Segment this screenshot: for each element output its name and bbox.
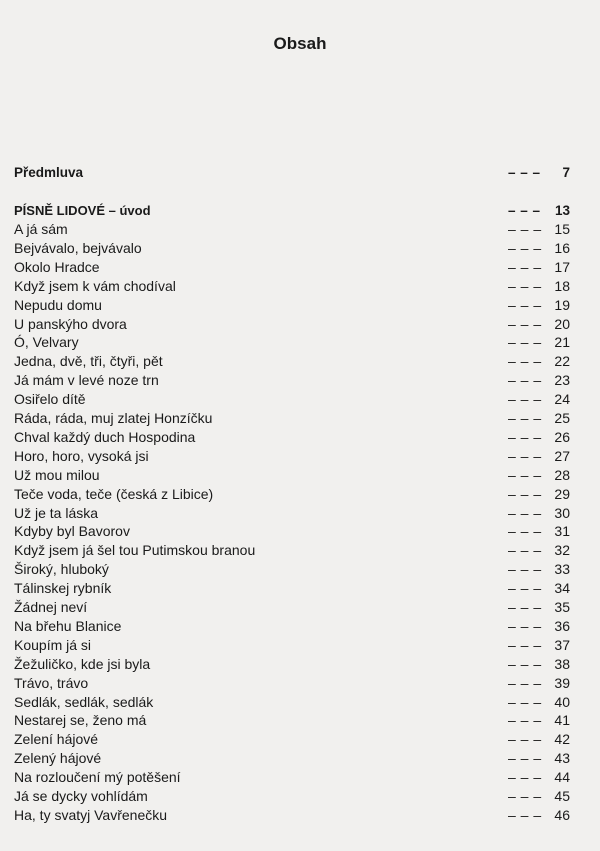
toc-entry-page: 37 [554, 636, 570, 653]
toc-entry-dashes: – – – [508, 277, 542, 294]
toc-entry-dashes: – – – [508, 806, 542, 823]
toc-entry-label: Já se dycky vohlídám [14, 788, 148, 804]
toc-entry-page: 42 [554, 731, 570, 748]
toc-entry-page: 23 [554, 372, 570, 389]
toc-entry [14, 371, 570, 390]
toc-entry [14, 711, 570, 730]
toc-entry-label: Na břehu Blanice [14, 617, 122, 634]
toc-entry-label: Ó, Velvary [14, 334, 79, 351]
toc-entry-dashes: – – – [508, 258, 542, 275]
toc-entry-dashes: – – – [508, 712, 542, 729]
toc-entry [14, 352, 570, 371]
toc-entry-page: 30 [554, 504, 570, 521]
toc-entry [14, 390, 570, 409]
toc-entry-dashes: – – – [508, 334, 542, 351]
toc-entry-label: Kdyby byl Bavorov [14, 523, 130, 540]
toc-entry [14, 749, 570, 768]
toc-entry-label: Ha, ty svatyj Vavřenečku [14, 806, 168, 823]
page-title: Obsah [273, 34, 327, 53]
toc-entry-page: 39 [554, 674, 570, 691]
toc-entry-dashes: – – – [508, 580, 542, 597]
toc-entry-label: Ráda, ráda, muj zlatej Honzíčku [14, 410, 213, 426]
toc-entry-page: 26 [554, 428, 570, 445]
toc-entry-page: 46 [554, 806, 570, 823]
toc-entry-label: Žežuličko, kde jsi byla [14, 655, 151, 672]
toc-entry-page: 29 [554, 485, 570, 502]
toc-entry-dashes: – – – [508, 485, 542, 502]
toc-entry-label: Sedlák, sedlák, sedlák [14, 693, 154, 710]
toc-entry-label: Široký, hluboký [14, 561, 109, 578]
toc-entry-label: U panskýho dvora [14, 315, 127, 332]
toc-entry-label: PÍSNĚ LIDOVÉ – úvod [14, 203, 151, 218]
toc-entry-page: 44 [554, 769, 570, 786]
toc-entry [14, 428, 570, 447]
toc-entry-label: Předmluva [14, 165, 84, 180]
toc-entry-dashes: – – – [508, 221, 542, 237]
toc-entry-page: 31 [554, 523, 570, 540]
toc-entry-dashes: – – – [508, 542, 542, 559]
toc-entry-dashes: – – – [508, 372, 542, 389]
toc-entry-label: Když jsem já šel tou Putimskou branou [14, 542, 256, 559]
toc-entry [14, 541, 570, 560]
toc-entry [14, 806, 570, 825]
toc-entry-page: 18 [554, 277, 570, 294]
toc-entry [14, 220, 570, 239]
toc-entry [14, 485, 570, 504]
toc-entry-dashes: – – – [508, 410, 542, 426]
toc-entry-dashes: – – – [508, 466, 542, 483]
toc-entry-page: 33 [554, 561, 570, 578]
toc-entry-page: 20 [554, 315, 570, 332]
toc-entry-page: 32 [554, 542, 570, 559]
toc-entry [14, 579, 570, 598]
toc-entry-dashes: – – – [508, 674, 542, 691]
toc-entry [14, 258, 570, 277]
toc-entry-dashes: – – – [508, 769, 542, 786]
toc-entry-page: 22 [554, 353, 570, 370]
toc-entry-page: 25 [554, 410, 570, 426]
toc-entry-label: Když jsem k vám chodíval [14, 277, 176, 294]
toc-entry-page: 38 [554, 655, 570, 672]
toc-entry-page: 17 [554, 258, 570, 275]
toc-entry-page: 40 [554, 693, 570, 710]
toc-entry-label: A já sám [14, 221, 68, 237]
toc-entry-dashes: – – – [508, 617, 542, 634]
toc-entry-label: Horo, horo, vysoká jsi [14, 447, 149, 464]
toc-entry-label: Tálinskej rybník [14, 580, 112, 597]
toc-entry-dashes: – – – [508, 599, 542, 615]
toc-entry-page: 28 [554, 466, 570, 483]
toc-entry [14, 296, 570, 315]
toc-entry-page: 34 [554, 580, 570, 597]
toc-entry-page: 27 [554, 447, 570, 464]
toc-entry-label: Už mou milou [14, 466, 100, 483]
toc-entry-dashes: – – – [508, 239, 542, 256]
toc-entry-page: 16 [554, 239, 570, 256]
toc-entry-page: 35 [554, 599, 570, 615]
toc-entry-dashes: – – – [508, 636, 542, 653]
toc-entry-label: Zelený hájové [14, 750, 102, 767]
toc-entry-label: Koupím já si [14, 636, 92, 653]
toc-entry-label: Bejvávalo, bejvávalo [14, 239, 142, 256]
toc-entry [14, 239, 570, 258]
toc-entry [14, 693, 570, 712]
toc-entry-preface [14, 163, 570, 182]
toc-entry-dashes: – – – [508, 428, 542, 445]
toc-entry [14, 598, 570, 617]
toc-entry-page: 15 [554, 221, 570, 237]
toc-entry-label: Jedna, dvě, tři, čtyři, pět [14, 353, 163, 370]
toc-entry [14, 560, 570, 579]
toc-entry-dashes: – – – [508, 504, 542, 521]
toc-entry-label: Osiřelo dítě [14, 391, 86, 408]
toc-entry [14, 655, 570, 674]
toc-entry [14, 730, 570, 749]
toc-entry-page: 21 [554, 334, 570, 351]
toc-entry [14, 277, 570, 296]
toc-entry-page: 41 [554, 712, 570, 729]
toc-entry-label: Už je ta láska [14, 504, 99, 521]
toc-entry-dashes: – – – [508, 165, 541, 180]
toc-entry-dashes: – – – [508, 655, 542, 672]
toc-entry-page: 36 [554, 617, 570, 634]
toc-entry-label: Okolo Hradce [14, 258, 100, 275]
toc-entry-page: 13 [554, 203, 570, 218]
toc-entry-page: 7 [562, 165, 570, 180]
toc-entry [14, 636, 570, 655]
toc-entry-label: Trávo, trávo [14, 674, 89, 691]
toc-entry-dashes: – – – [508, 203, 541, 218]
toc-entry [14, 447, 570, 466]
toc-entry-page: 24 [554, 391, 570, 408]
toc-entry-dashes: – – – [508, 731, 542, 748]
toc-entry-label: Žádnej neví [14, 599, 88, 615]
toc-entry-dashes: – – – [508, 750, 542, 767]
toc-entry-dashes: – – – [508, 391, 542, 408]
toc-entry-dashes: – – – [508, 447, 542, 464]
toc-entry [14, 768, 570, 787]
toc-entry [14, 315, 570, 334]
toc-entry [14, 504, 570, 523]
toc-entry-dashes: – – – [508, 693, 542, 710]
toc-entry-label: Nepudu domu [14, 296, 102, 313]
toc-section-heading [14, 201, 570, 220]
toc-entry [14, 466, 570, 485]
toc-entry-dashes: – – – [508, 561, 542, 578]
toc-entry-dashes: – – – [508, 296, 542, 313]
toc-entry-page: 19 [554, 296, 570, 313]
toc-entry-page: 43 [554, 750, 570, 767]
toc-entry-label: Chval každý duch Hospodina [14, 428, 196, 445]
toc-entry [14, 522, 570, 541]
toc-entry-label: Na rozloučení mý potěšení [14, 769, 181, 786]
toc-entry [14, 333, 570, 352]
toc-entry-dashes: – – – [508, 315, 542, 332]
toc-entry [14, 674, 570, 693]
toc-entry-label: Já mám v levé noze trn [14, 372, 159, 389]
toc-entry-label: Zelení hájové [14, 731, 99, 748]
toc-entry [14, 787, 570, 806]
toc-entry-dashes: – – – [508, 788, 542, 804]
toc-entry [14, 409, 570, 428]
toc-entry [14, 617, 570, 636]
toc-entry-dashes: – – – [508, 353, 542, 370]
toc-entry-dashes: – – – [508, 523, 542, 540]
toc-entry-page: 45 [554, 788, 570, 804]
toc-entry-label: Nestarej se, ženo má [14, 712, 147, 729]
toc-entry-label: Teče voda, teče (česká z Libice) [14, 485, 214, 502]
